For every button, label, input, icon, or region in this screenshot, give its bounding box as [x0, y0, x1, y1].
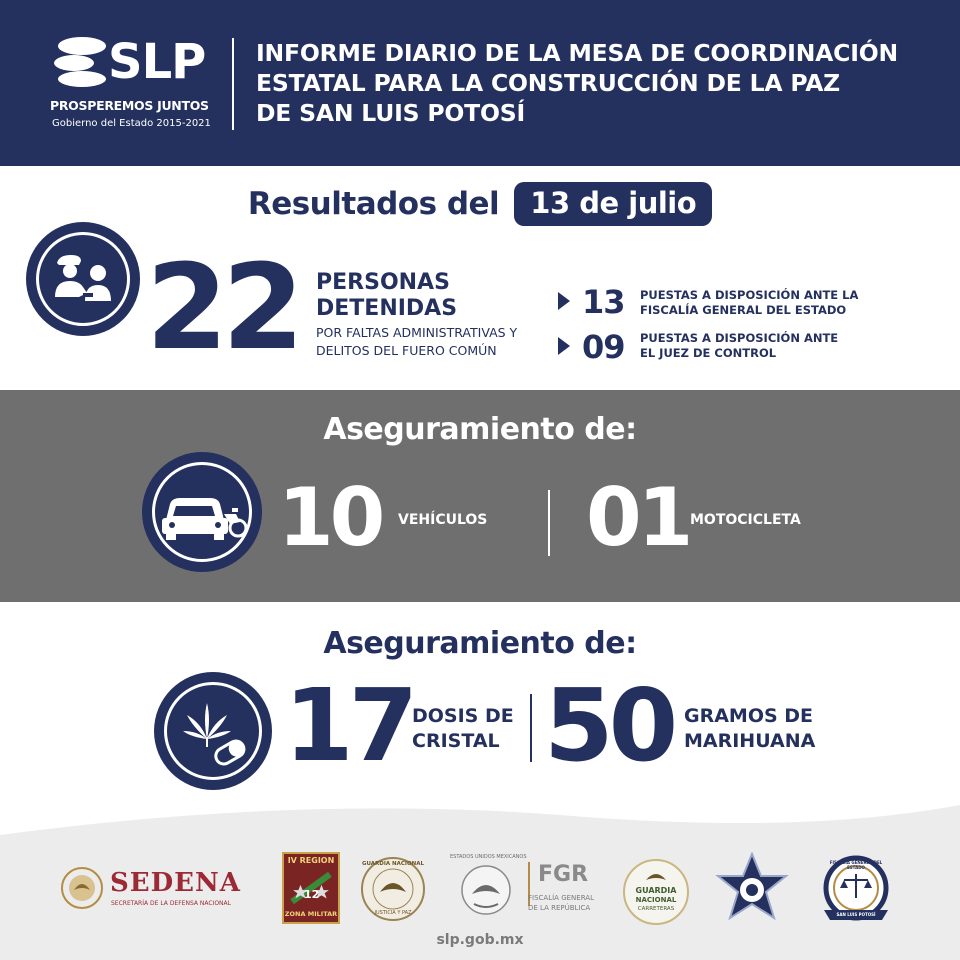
breakdown-count-1: 13 [582, 283, 625, 321]
header-divider [232, 38, 234, 130]
logo-tagline: PROSPEREMOS JUNTOS [50, 98, 209, 113]
guardia-carreteras-sub-2: CARRETERAS [637, 906, 675, 912]
marijuana-label-line-1: GRAMOS DE [684, 705, 814, 727]
logo-wordmark: SLP [108, 34, 206, 90]
detained-label-line-1: PERSONAS [316, 270, 450, 295]
police-star-icon [714, 852, 790, 928]
guardia-nacional-seal [360, 856, 426, 922]
guardia-nacional-motto: JUSTICIA Y PAZ [374, 910, 412, 916]
motorcycle-count: 01 [586, 471, 690, 564]
arrow-right-icon [558, 337, 570, 355]
drugs-title: Aseguramiento de: [323, 626, 637, 661]
fiscalia-estado-name: FISCALÍA GENERAL DEL ESTADO [829, 860, 883, 870]
partner-logos [0, 848, 960, 928]
fiscalia-estado-sub: SAN LUIS POTOSÍ [836, 912, 876, 917]
zona-militar-label: ZONA MILITAR [284, 910, 338, 918]
national-shield-icon [450, 854, 527, 922]
policia-estatal-logo [714, 852, 790, 928]
guardia-carreteras-logo [622, 858, 690, 926]
breakdown-text-1-line-2: FISCALÍA GENERAL DEL ESTADO [640, 303, 847, 317]
eagle-seal-icon [60, 866, 104, 910]
detained-label-line-2: DETENIDAS [316, 296, 458, 321]
detained-subtitle [316, 324, 517, 360]
marijuana-label-line-2: MARIHUANA [684, 730, 816, 752]
vehicles-count: 10 [278, 471, 382, 564]
vehicles-title: Aseguramiento de: [323, 412, 637, 447]
sedena-sub: SECRETARÍA DE LA DEFENSA NACIONAL [111, 900, 231, 907]
slp-logo-mark-icon [52, 36, 108, 88]
arrow-right-icon [558, 292, 570, 310]
crystal-label-line-2: CRISTAL [412, 730, 500, 752]
breakdown-text-2-line-2: EL JUEZ DE CONTROL [640, 346, 777, 360]
cannabis-pill-icon [154, 672, 272, 790]
detained-sub-line-1: POR FALTAS ADMINISTRATIVAS Y [316, 325, 518, 340]
crystal-label-line-1: DOSIS DE [412, 705, 514, 727]
slp-logo [48, 36, 218, 136]
sedena-name: SEDENA [110, 868, 241, 898]
website-url[interactable]: slp.gob.mx [436, 932, 524, 948]
breakdown-text-2-line-1: PUESTAS A DISPOSICIÓN ANTE [640, 331, 839, 345]
logo-subtitle: Gobierno del Estado 2015-2021 [52, 118, 211, 129]
zona-militar-logo [282, 852, 340, 924]
header-banner [0, 0, 960, 166]
report-title-line-2: ESTATAL PARA LA CONSTRUCCIÓN DE LA PAZ [256, 69, 841, 97]
guardia-carreteras-sub-1: NACIONAL [635, 896, 677, 904]
date-badge: 13 de julio [514, 182, 712, 226]
crystal-label [412, 704, 514, 754]
car-motorcycle-icon [142, 452, 262, 572]
report-title-line-1: INFORME DIARIO DE LA MESA DE COORDINACIÓN [256, 39, 898, 67]
sedena-logo [60, 866, 260, 916]
mexico-seal-label: ESTADOS UNIDOS MEXICANOS [450, 854, 527, 860]
detained-label [316, 270, 457, 322]
fgr-sub-1: FISCALÍA GENERAL [528, 894, 594, 902]
fiscalia-estado-logo [818, 854, 894, 926]
breakdown-count-2: 09 [582, 328, 625, 366]
fgr-name: FGR [538, 862, 589, 887]
mexico-coat-of-arms [450, 854, 527, 922]
detained-sub-line-2: DELITOS DEL FUERO COMÚN [316, 343, 497, 358]
breakdown-text-2 [640, 331, 838, 361]
marijuana-count: 50 [544, 667, 674, 784]
drugs-divider [530, 694, 532, 762]
zona-region-label: IV REGION [287, 856, 335, 865]
results-label: Resultados del [247, 186, 500, 222]
guardia-carreteras-name: GUARDIA [635, 886, 677, 895]
guardia-nacional-name: GUARDIA NACIONAL [361, 861, 425, 867]
marijuana-label [684, 704, 815, 754]
report-title [256, 38, 946, 128]
breakdown-text-1 [640, 288, 858, 318]
police-arrest-icon [26, 222, 140, 336]
report-title-line-3: DE SAN LUIS POTOSÍ [256, 99, 526, 127]
detained-count: 22 [146, 238, 299, 376]
vehicles-divider [548, 490, 550, 556]
motorcycle-label: MOTOCICLETA [690, 512, 801, 528]
fgr-sub-2: DE LA REPÚBLICA [528, 904, 591, 912]
fgr-logo [528, 862, 608, 918]
crystal-count: 17 [284, 667, 414, 784]
zona-number: 12 [304, 888, 320, 901]
results-heading [0, 182, 960, 232]
breakdown-text-1-line-1: PUESTAS A DISPOSICIÓN ANTE LA [640, 288, 859, 302]
vehicles-label: VEHÍCULOS [398, 512, 488, 528]
